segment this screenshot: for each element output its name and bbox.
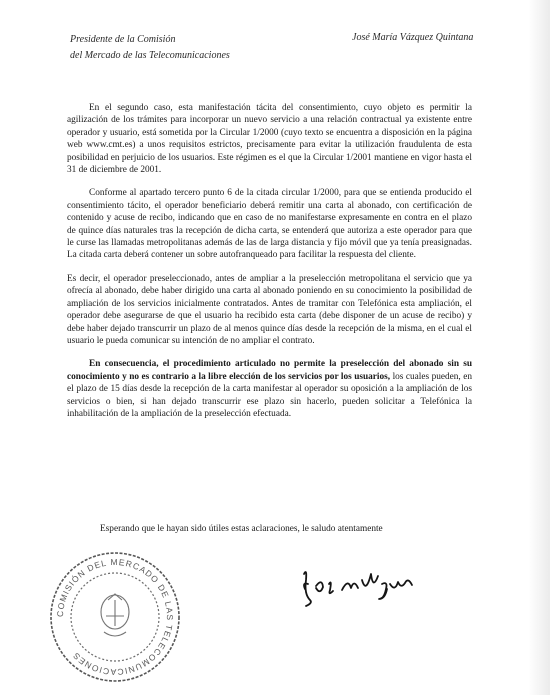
official-seal-stamp [46, 548, 184, 686]
seal-emblem [101, 594, 129, 636]
scan-edge-shadow [528, 0, 550, 695]
paragraph-4-emphasis: En consecuencia, el procedimiento articulado no permite la preselección del abonado sin su conocimiento y no es contrario a la libre elección de los servicios por los usuarios, [67, 359, 472, 382]
sender-title [70, 32, 230, 64]
letter-body [67, 102, 472, 431]
seal-ring-text: COMISIÓN DEL MERCADO DE LAS TELECOMUNICACIONES [54, 556, 176, 678]
paragraph-4: En consecuencia, el procedimiento articulado no permite la preselección del abonado sin su conocimiento y no es contrario a la libre elección de los servicios por los usuarios, los cuales pueden, en el plazo de 15 días desde la recepción de la carta manifestar al operador su oposición a la ampliación de los servicios o bien, si han dejado transcurrir ese plazo sin hacerlo, pueden solicitar a Telefónica la inhabilitación de la ampliación de la preselección efectuada. [67, 359, 472, 419]
paragraph-1: En el segundo caso, esta manifestación tácita del consentimiento, cuyo objeto es permitir la agilización de los trámites para incorporar un nuevo servicio a una relación contractual ya existente entre operador y usuario, está sometida por la Circular 1/2000 (cuyo texto se encuentra a disposición en la página web www.cmt.es) a unos requisitos estrictos, precisamente para evitar la utilización fraudulenta de esta posibilidad en perjuicio de los usuarios. Este régimen es el que la Circular 1/2001 mantiene en vigor hasta el 31 de diciembre de 2001. [67, 103, 472, 176]
closing-line: Esperando que le hayan sido útiles estas aclaraciones, le saludo atentamente [100, 524, 383, 534]
handwritten-signature [298, 560, 418, 608]
paragraph-3: Es decir, el operador preseleccionado, antes de ampliar a la preselección metropolitana el servicio que ya ofrecía al abonado, debe haber dirigido una carta al abonado poniendo en su conocimiento la posibilidad de ampliación de los servicios inicialmente contratados. Antes de tramitar con Telefónica esta ampliación, el operador debe asegurarse de que el usuario ha recibido esta carta (debe disponer de un acuse de recibo) y debe haber dejado transcurrir un plazo de al menos quince días desde la recepción de la misma, en el cual el usuario le pueda comunicar su intención de no ampliar el contrato. [67, 273, 472, 346]
sender-title-line2: del Mercado de las Telecomunicaciones [70, 50, 230, 61]
sender-name: José María Vázquez Quintana [352, 32, 474, 43]
sender-title-line1: Presidente de la Comisión [70, 34, 176, 45]
paragraph-2: Conforme al apartado tercero punto 6 de la citada circular 1/2000, para que se entienda producido el consentimiento tácito, el operador beneficiario deberá remitir una carta al abonado, con certificación de contenido y acuse de recibo, indicando que en caso de no manifestarse expresamente en contra en el plazo de quince días naturales tras la recepción de dicha carta, se entenderá que autoriza a este operador para que le curse las llamadas metropolitanas además de las de larga distancia y fijo móvil que ya tenía preasignadas. La citada carta deberá contener un sobre autofranqueado para facilitar la respuesta del cliente. [67, 188, 472, 261]
